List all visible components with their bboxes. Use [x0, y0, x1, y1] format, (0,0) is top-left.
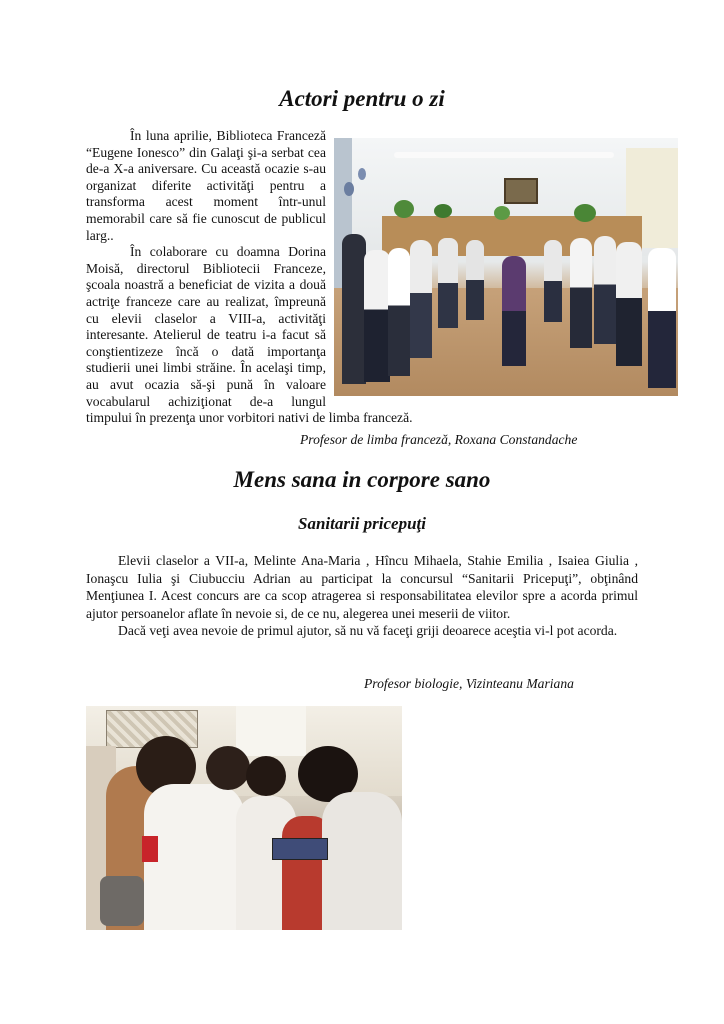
article-sanitarii-paragraph-1: Elevii claselor a VII-a, Melinte Ana-Maria , Hîncu Mihaela, Stahie Emilia , Isaiea Giulia , Ionaşcu Iulia şi Ciubucciu Adrian au participat la concursul “Sanitarii Pricepuţi”, obţinând Menţiunea I. Acest concurs are ca scop atragerea si responsabilitatea elevilor spre a acorda primul ajutor persoanelor aflate în nevoie si, de ce nu, alegerea unei meserii de viitor.: [86, 553, 638, 621]
article-sanitarii-body: [86, 552, 638, 640]
article-actori-byline: Profesor de limba franceză, Roxana Constandache: [300, 432, 578, 447]
article-sanitarii-paragraph-2: Dacă veţi avea nevoie de primul ajutor, să nu vă faceţi griji deoarece aceştia vi-l pot acorda.: [118, 623, 618, 639]
section-title-mens-sana: Mens sana in corpore sano: [233, 467, 491, 492]
photo-first-aid-students: [86, 706, 402, 930]
article-actori-body: [86, 128, 678, 427]
article-sanitarii-byline: Profesor biologie, Vizinteanu Mariana: [364, 676, 574, 691]
photo-students-library: [334, 138, 678, 396]
article-actori-paragraph-1: În luna aprilie, Biblioteca Franceză “Eugene Ionesco” din Galaţi şi-a serbat cea de-a X-a aniversare. Cu această ocazie s-au organizat diferite activităţi pentru a transforma acest moment într-unul memorabil care să fie cunoscut de publicul larg..: [86, 128, 326, 243]
article-title-actori: Actori pentru o zi: [279, 86, 445, 111]
article-subtitle-sanitarii: Sanitarii pricepuţi: [298, 514, 426, 533]
article-actori-paragraph-2: În colaborare cu doamna Dorina Moisă, directorul Bibliotecii Franceze, şcoala noastră a beneficiat de vizita a două actriţe franceze care au realizat, împreună cu elevii claselor a VIII-a, activităţi interesante. Atelierul de teatru i-a facut să conştientizeze încă o dată importanţa studierii unei limbi străine. În acelaşi timp, au avut ocazia să-şi pună în valoare vocabularul achiziţionat de-a lungul timpului în prezenţa unor vorbitori nativi de limba franceză.: [86, 244, 413, 426]
